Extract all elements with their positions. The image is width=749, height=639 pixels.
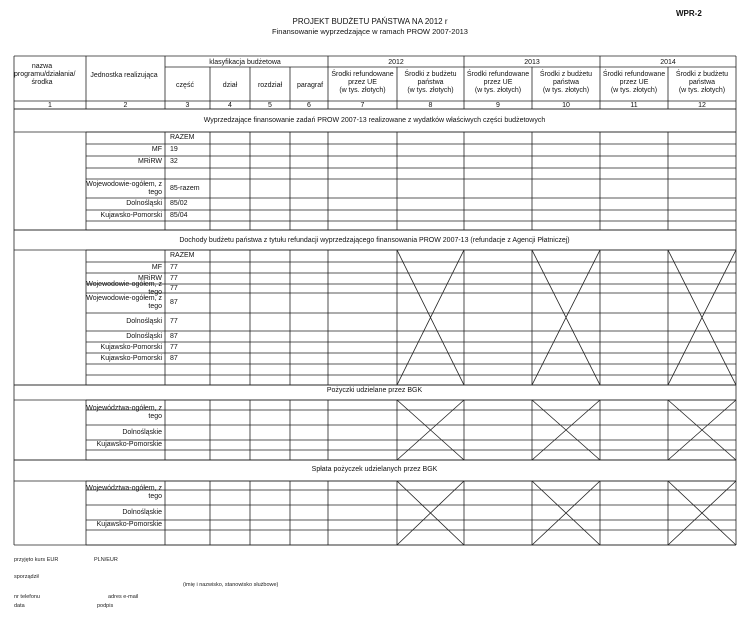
rows2-label: MF	[151, 263, 162, 271]
column-number-6: 6	[307, 102, 311, 109]
header-classification: klasyfikacja budżetowa	[209, 59, 281, 66]
rows3-label: Województwa-ogółem, z tego	[86, 404, 162, 420]
rows1-label: MF	[151, 146, 162, 153]
subheader-unit: (w tys. złotych)	[678, 87, 726, 94]
column-number-8: 8	[428, 102, 433, 109]
form-title: PROJEKT BUDŻETU PAŃSTWA NA 2012 r	[292, 17, 448, 26]
form-subtitle: Finansowanie wyprzedzające w ramach PROW 2007-2013	[272, 27, 468, 36]
footer-sporzadzil: sporządził	[14, 574, 39, 580]
subheader-label: Środki refundowane przez UE	[602, 71, 666, 86]
rows2-code: 87	[170, 332, 178, 340]
rows1-code: 85/02	[170, 200, 188, 207]
column-number-11: 11	[630, 102, 638, 109]
rows2-label: Wojewodowie-ogółem, z tego	[86, 280, 162, 296]
header-dzial: dział	[222, 82, 238, 89]
subheader-label: Środki refundowane przez UE	[466, 71, 530, 86]
rows2-label: MRiRW	[138, 274, 162, 282]
header-year-2014: 2014	[660, 59, 676, 66]
subheader-unit: (w tys. złotych)	[407, 87, 454, 94]
header-czesc: część	[176, 82, 194, 89]
rows2-label: Kujawsko-Pomorski	[100, 354, 162, 362]
subheader-budzet-5	[668, 71, 736, 95]
rows3-label: Kujawsko-Pomorskie	[96, 441, 162, 448]
rows2-code: RAZEM	[170, 252, 195, 259]
footer-data: data	[14, 603, 25, 609]
rows4-label: Dolnośląskie	[122, 508, 162, 516]
column-number-3: 3	[185, 102, 190, 109]
subheader-unit: (w tys. złotych)	[474, 87, 522, 94]
subheader-srodki-ue-2	[464, 71, 532, 95]
rows1-label: MRiRW	[138, 158, 162, 165]
rows2-code: 77	[170, 343, 178, 351]
form-code: WPR-2	[676, 9, 702, 18]
rows1-code: RAZEM	[170, 134, 195, 141]
footer-podpis: podpis	[97, 603, 114, 609]
header-col-name: nazwa programu/działania/środka	[14, 63, 76, 86]
rows1-code: 85/04	[170, 211, 188, 219]
footer-imie: (imię i nazwisko, stanowisko służbowe)	[183, 582, 279, 588]
footer-kurs: przyjęto kurs EUR	[14, 557, 59, 563]
rows2-code: 77	[170, 263, 178, 271]
column-number-2: 2	[123, 102, 128, 109]
rows2-code: 77	[170, 318, 178, 325]
header-col-unit: Jednostka realizująca	[90, 72, 158, 79]
subheader-unit: (w tys. złotych)	[339, 87, 386, 94]
footer-telefon: nr telefonu	[14, 594, 40, 600]
rows1-code: 32	[170, 158, 178, 165]
subheader-label: Środki z budżetu państwa	[539, 71, 593, 86]
header-paragraf: paragraf	[296, 82, 324, 89]
column-number-9: 9	[496, 102, 500, 109]
column-number-4: 4	[228, 102, 232, 109]
header-year-2013: 2013	[524, 59, 540, 66]
subheader-unit: (w tys. złotych)	[610, 87, 658, 94]
rows4-label: Kujawsko-Pomorskie	[96, 521, 162, 528]
subheader-label: Środki z budżetu państwa	[675, 71, 729, 86]
rows2-label: Dolnośląski	[126, 318, 162, 325]
footer-pln: PLN/EUR	[94, 557, 118, 563]
section-title-3: Pożyczki udzielane przez BGK	[326, 387, 423, 394]
footer-email: adres e-mail	[108, 594, 139, 600]
subheader-unit: (w tys. złotych)	[542, 87, 590, 94]
column-number-7: 7	[360, 102, 365, 109]
rows2-label: Wojewodowie-ogółem, z tego	[86, 295, 162, 310]
rows1-label: Dolnośląski	[126, 200, 162, 207]
subheader-srodki-ue-4	[600, 71, 668, 95]
column-number-10: 10	[562, 102, 570, 109]
rows2-code: 87	[170, 299, 178, 306]
column-number-12: 12	[698, 102, 706, 109]
section-title-1: Wyprzedzające finansowanie zadań PROW 2007-13 realizowane z wydatków właściwych części budżetowych	[203, 117, 546, 124]
header-rozdzial: rozdział	[257, 82, 283, 89]
rows2-code: 77	[170, 274, 178, 282]
column-number-5: 5	[268, 102, 272, 109]
section-title-2: Dochody budżetu państwa z tytułu refundacji wyprzedzającego finansowania PROW 2007-13 (refundacje z Agencji Płatniczej)	[179, 237, 570, 244]
header-year-2012: 2012	[388, 59, 404, 66]
rows3-label: Dolnośląskie	[122, 428, 162, 436]
rows2-code: 77	[170, 284, 178, 292]
rows1-label: Kujawsko-Pomorski	[100, 211, 162, 219]
subheader-srodki-ue-0	[328, 71, 397, 95]
subheader-label: Środki z budżetu państwa	[404, 71, 457, 86]
subheader-budzet-1	[397, 71, 464, 95]
subheader-label: Środki refundowane przez UE	[331, 71, 394, 86]
rows4-label: Województwa-ogółem, z tego	[86, 485, 162, 500]
rows2-code: 87	[170, 354, 178, 362]
rows1-code: 85-razem	[170, 184, 200, 192]
subheader-budzet-3	[532, 71, 600, 95]
rows2-label: Kujawsko-Pomorski	[100, 343, 162, 351]
rows2-label: Dolnośląski	[126, 332, 162, 340]
rows1-label: Wojewodowie-ogółem, z tego	[86, 180, 162, 196]
column-number-1: 1	[48, 102, 52, 109]
section-title-4: Spłata pożyczek udzielanych przez BGK	[311, 466, 438, 473]
rows1-code: 19	[170, 146, 178, 153]
